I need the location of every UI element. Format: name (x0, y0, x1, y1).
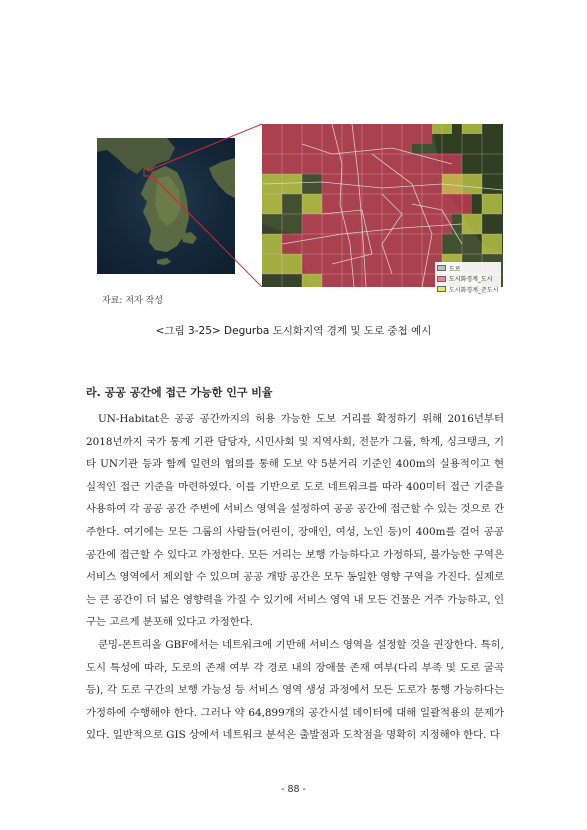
legend-label: 도시화경계_준도시 (449, 286, 499, 294)
legend-item-semi-urban (437, 284, 499, 295)
figure-source: 자료: 저자 작성 (102, 296, 163, 306)
legend-item-road (437, 263, 499, 274)
legend-label: 도로 (449, 265, 461, 273)
page-number: - 88 - (281, 784, 306, 795)
section-title: 라. 공공 공간에 접근 가능한 인구 비율 (86, 386, 273, 399)
figure (0, 0, 587, 310)
legend-label: 도시화경계_도시 (449, 276, 493, 284)
legend-item-urban (437, 274, 499, 285)
paragraph: 쿤밍-몬트리올 GBF에서는 네트워크에 기반해 서비스 영역을 설정할 것을 권장한다. 특히, 도시 특성에 따라, 도로의 존재 여부 각 경로 내의 장애물 존재 여부(다리 부족 및 도로 굴곡 등), 각 도로 구간의 보행 가능성 등 서비스 영역 생성 과정에서 모든 도로가 통행 가능하다는 가정하에 수행해야 한다. 그러나 약 64,899개의 공간시설 데이터에 대해 일괄적용의 문제가 있다. 일반적으로 GIS 상에서 네트워크 분석은 출발점과 도착점을 명확히 지정해야 한다. 다 (86, 638, 504, 742)
legend-swatch-road (437, 265, 446, 271)
body-text (86, 408, 504, 747)
legend-swatch-urban (437, 276, 446, 282)
map-legend (435, 262, 501, 296)
figure-caption: <그림 3-25> Degurba 도시화지역 경계 및 도로 중첩 예시 (155, 325, 432, 337)
paragraph: UN-Habitat은 공공 공간까지의 허용 가능한 도보 거리를 확정하기 위해 2016년부터 2018년까지 국가 통계 기관 담당자, 시민사회 및 지역사회, 전문가 그룹, 학계, 싱크탱크, 기타 UN기관 등과 함께 일련의 협의를 통해 도보 약 5분거리 기준인 400m의 실용적이고 현실적인 접근 기준을 마련하였다. 이를 기반으로 도로 네트워크를 따라 400미터 접근 기준을 사용하여 각 공공 공간 주변에 서비스 영역을 설정하여 공공 공간에 접근할 수 있는 것으로 간주한다. 여기에는 모든 그룹의 사람들(어린이, 장애인, 여성, 노인 등)이 400m를 걸어 공공 공간에 접근할 수 있다고 가정한다. 모든 거리는 보행 가능하다고 가정하되, 불가능한 구역은 서비스 영역에서 제외할 수 있으며 공공 개방 공간은 모두 동일한 영향 구역을 가진다. 실제로는 큰 공간이 더 넓은 영향력을 가질 수 있기에 서비스 영역 내 모든 건물은 거주 가능하고, 인구는 고르게 분포해 있다고 가정한다. (86, 413, 504, 629)
legend-swatch-semi-urban (437, 286, 446, 292)
